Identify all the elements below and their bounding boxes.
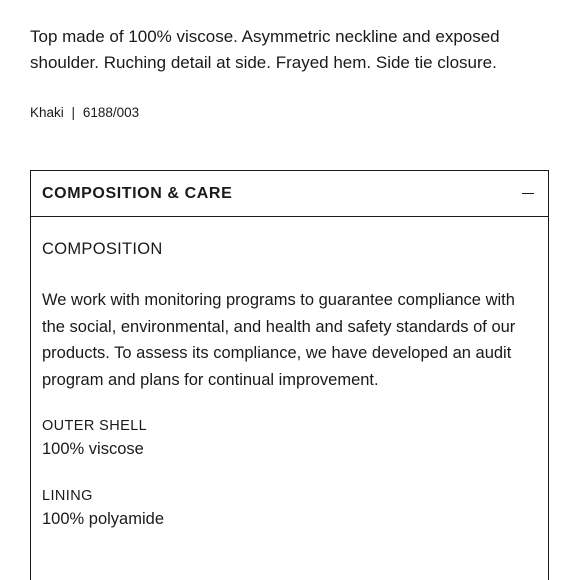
outer-shell-label: OUTER SHELL [42,418,148,434]
outer-shell-value: 100% viscose [42,440,144,458]
lining-label: LINING [42,488,93,504]
product-meta [30,104,139,122]
product-color: Khaki [30,105,64,120]
composition-care-accordion [30,170,549,580]
outer-shell-group [42,416,537,462]
meta-separator: | [71,105,76,120]
compliance-paragraph: We work with monitoring programs to guarantee compliance with the social, environmental, and health and safety standards of our products. To assess its compliance, we have developed an audit program and plans for continual improvement. [42,291,516,389]
accordion-title: COMPOSITION & CARE [42,184,233,202]
minus-icon[interactable] [522,193,534,194]
lining-group [42,486,537,532]
product-reference: 6188/003 [82,105,140,120]
composition-heading: COMPOSITION [42,240,163,258]
product-description: Top made of 100% viscose. Asymmetric neckline and exposed shoulder. Ruching detail at side. Frayed hem. Side tie closure. [30,27,500,72]
accordion-body [31,217,548,532]
lining-value: 100% polyamide [42,510,164,528]
accordion-header[interactable] [31,171,548,217]
